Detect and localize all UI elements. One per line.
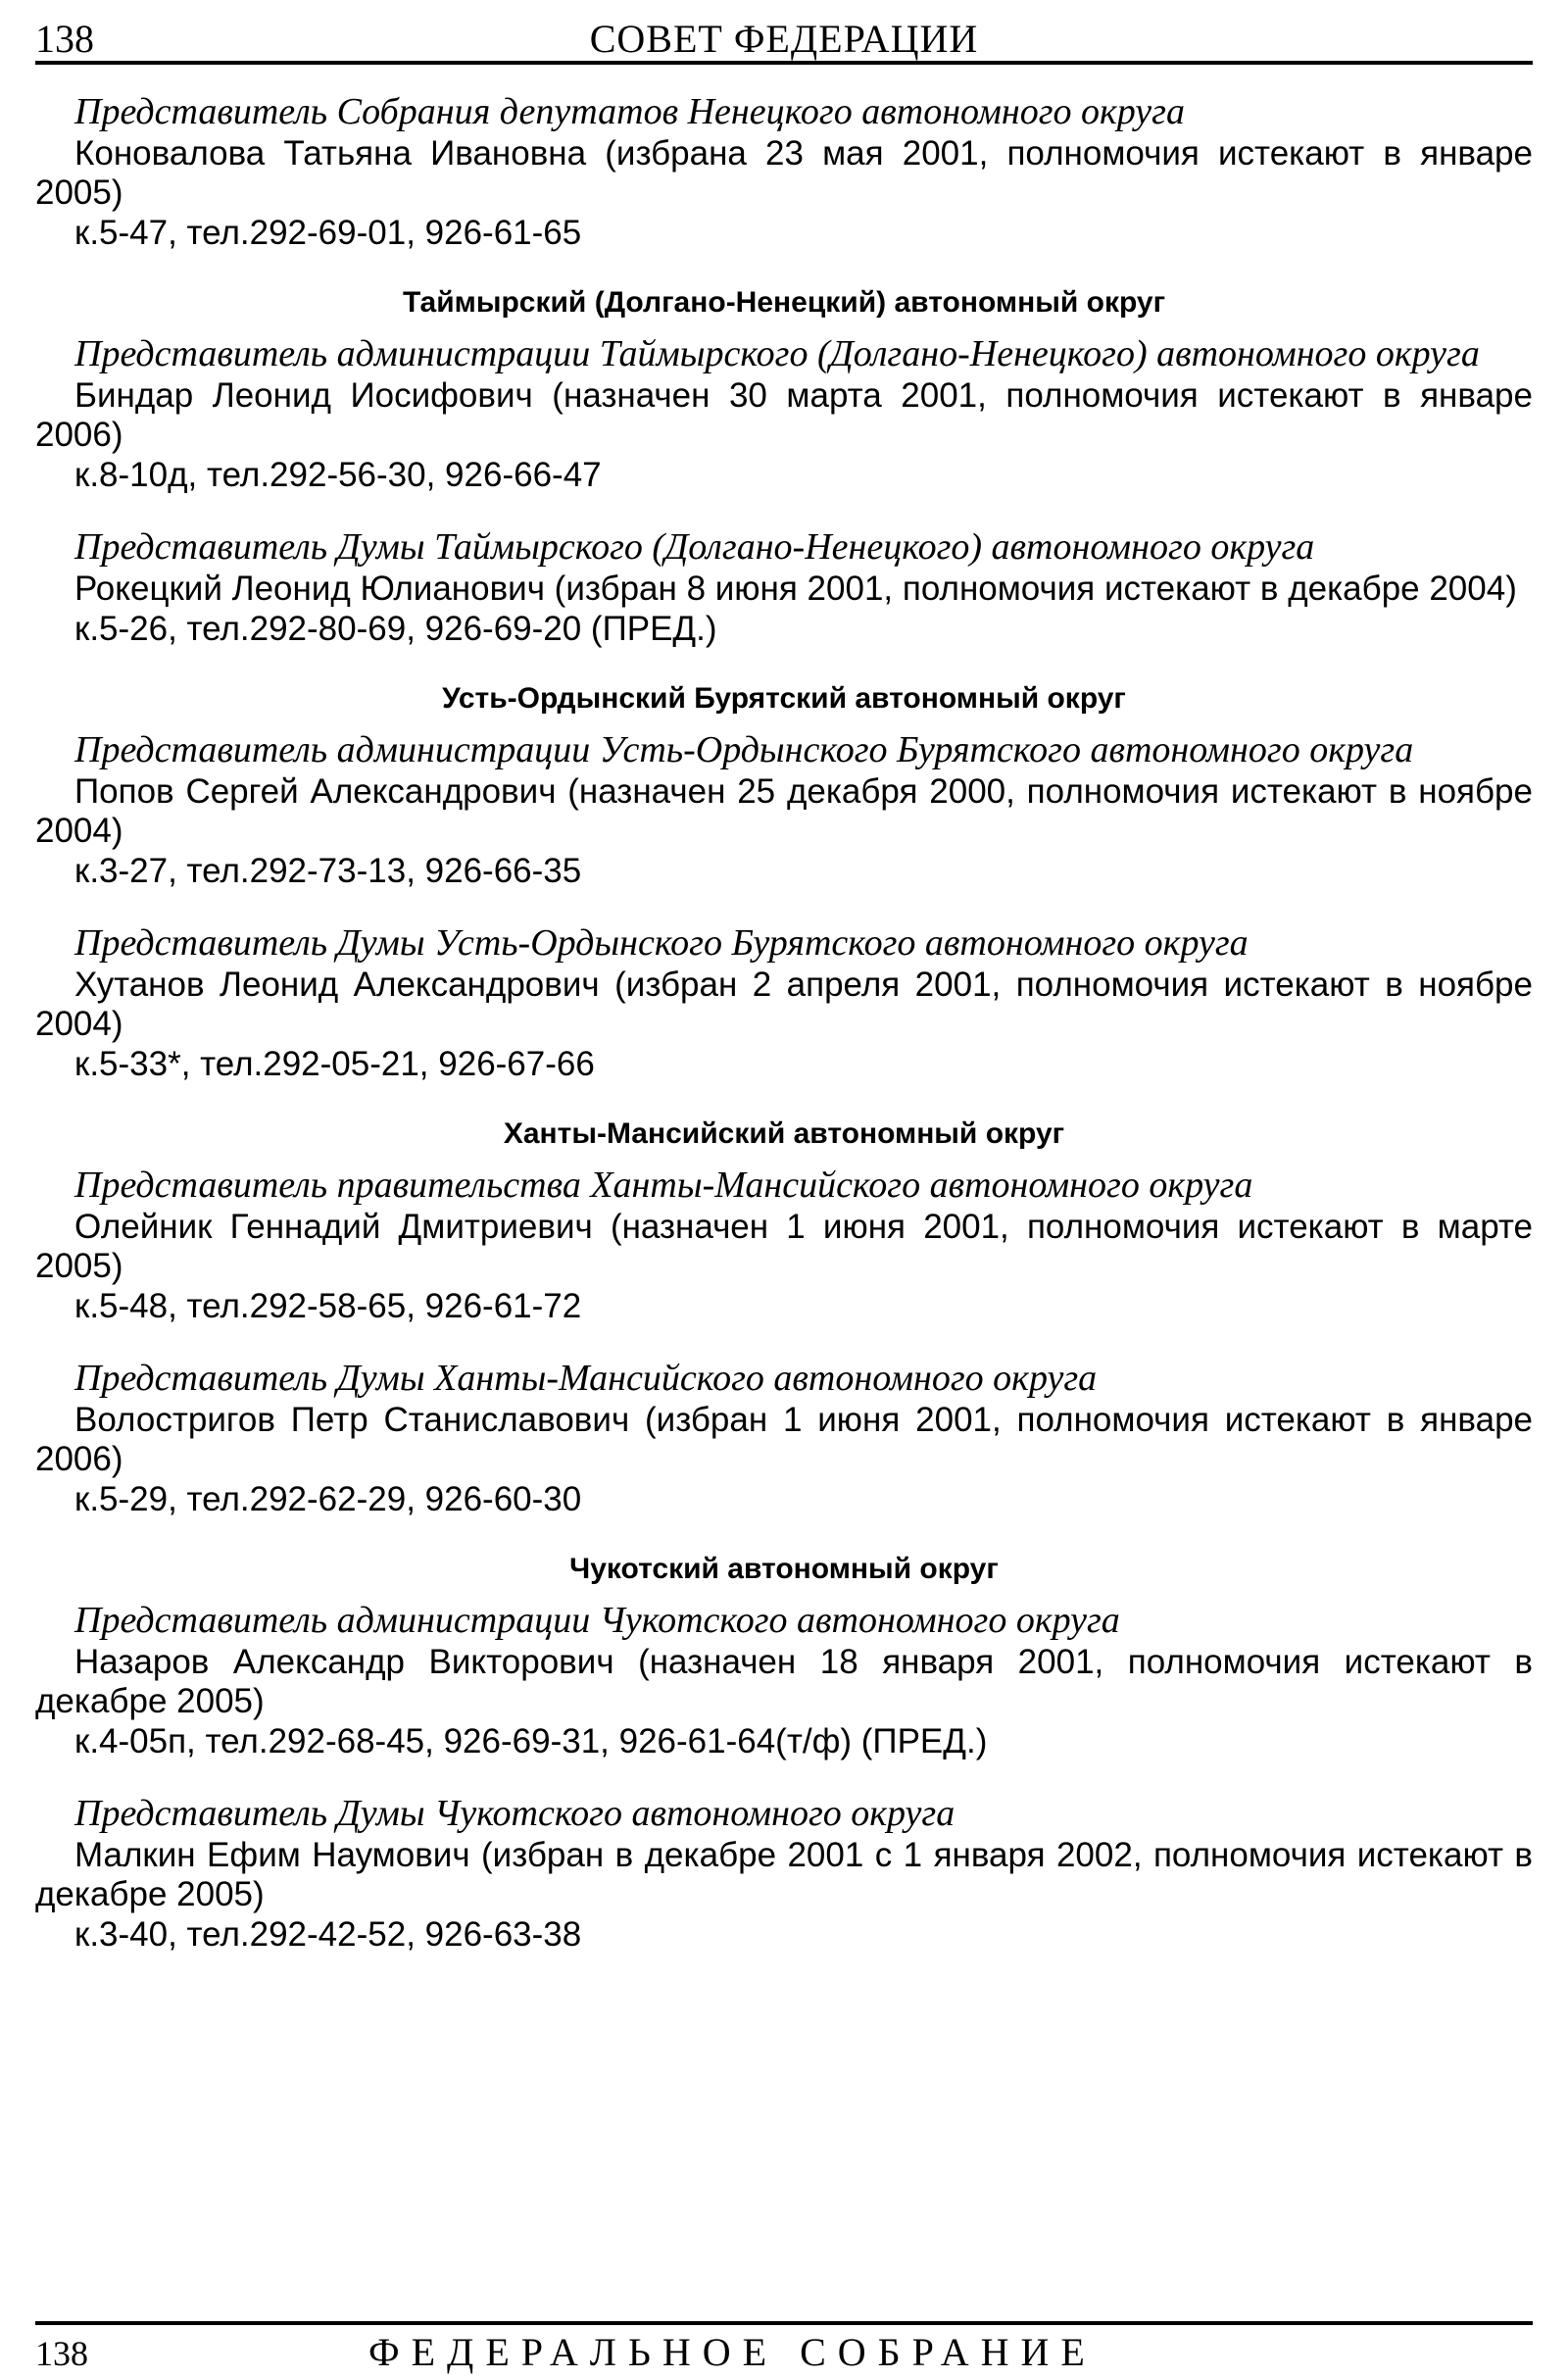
page-header [35, 10, 1533, 65]
contact-info: к.5-48, тел.292-58-65, 926-61-72 [74, 1287, 582, 1325]
representative-name: Коновалова Татьяна Ивановна (избрана 23 мая 2001, полномочия истекают в январе 2005) [35, 134, 1533, 212]
representative-name: Назаров Александр Викторович (назначен 18 января 2001, полномочия истекают в декабре 2005) [35, 1643, 1533, 1720]
representative-entry [35, 1599, 1533, 1762]
representative-name: Рокецкий Леонид Юлианович (избран 8 июня 2001, полномочия истекают в декабре 2004) [74, 570, 1517, 608]
running-title: СОВЕТ ФЕДЕРАЦИИ [589, 17, 979, 61]
footer-title: ФЕДЕРАЛЬНОЕ СОБРАНИЕ [368, 2330, 1097, 2374]
representative-entry [35, 1357, 1533, 1520]
representative-name: Олейник Геннадий Дмитриевич (назначен 1 июня 2001, полномочия истекают в марте 2005) [35, 1208, 1533, 1285]
section-heading: Таймырский (Долгано-Ненецкий) автономный округ [402, 286, 1166, 319]
representative-role: Представитель администрации Усть-Ордынского Бурятского автономного округа [74, 729, 1414, 770]
representative-name: Волостригов Петр Станиславович (избран 1 июня 2001, полномочия истекают в январе 2006) [35, 1401, 1533, 1478]
representative-entry [35, 1164, 1533, 1327]
contact-info: к.5-33*, тел.292-05-21, 926-67-66 [74, 1045, 595, 1083]
contact-info: к.5-26, тел.292-80-69, 926-69-20 (ПРЕД.) [74, 610, 717, 648]
contact-info: к.8-10д, тел.292-56-30, 926-66-47 [74, 456, 602, 494]
representative-entry [35, 525, 1533, 650]
contact-info: к.5-47, тел.292-69-01, 926-61-65 [74, 214, 582, 252]
directory-content [35, 90, 1533, 1985]
contact-info: к.3-40, тел.292-42-52, 926-63-38 [74, 1915, 582, 1954]
section-heading: Чукотский автономный округ [569, 1553, 999, 1585]
representative-entry [35, 332, 1533, 496]
representative-role: Представитель администрации Таймырского (Долгано-Ненецкого) автономного округа [74, 333, 1480, 374]
representative-role: Представитель Думы Ханты-Мансийского автономного округа [74, 1358, 1098, 1399]
footer-rule [35, 2321, 1533, 2325]
representative-name: Попов Сергей Александрович (назначен 25 декабря 2000, полномочия истекают в ноябре 2004) [35, 772, 1533, 850]
representative-entry [35, 728, 1533, 892]
representative-name: Хутанов Леонид Александрович (избран 2 апреля 2001, полномочия истекают в ноябре 2004) [35, 966, 1533, 1043]
section-heading: Усть-Ордынский Бурятский автономный округ [442, 682, 1126, 715]
page-footer [35, 2329, 1533, 2378]
footer-page-number: 138 [35, 2334, 88, 2373]
representative-role: Представитель Думы Таймырского (Долгано-Ненецкого) автономного округа [74, 526, 1315, 568]
contact-info: к.3-27, тел.292-73-13, 926-66-35 [74, 852, 582, 890]
representative-role: Представитель правительства Ханты-Мансийского автономного округа [74, 1165, 1253, 1206]
representative-role: Представитель Думы Усть-Ордынского Бурятского автономного округа [74, 922, 1249, 964]
representative-entry [35, 1792, 1533, 1956]
header-rule [35, 61, 1533, 65]
representative-role: Представитель Думы Чукотского автономного округа [74, 1793, 956, 1834]
representative-entry [35, 921, 1533, 1085]
representative-entry [35, 90, 1533, 254]
representative-role: Представитель Собрания депутатов Ненецкого автономного округа [74, 91, 1185, 132]
representative-name: Биндар Леонид Иосифович (назначен 30 марта 2001, полномочия истекают в январе 2006) [35, 376, 1533, 454]
contact-info: к.4-05п, тел.292-68-45, 926-69-31, 926-61-64(т/ф) (ПРЕД.) [74, 1722, 988, 1760]
section-heading: Ханты-Мансийский автономный округ [503, 1117, 1065, 1150]
page-number: 138 [35, 17, 94, 61]
representative-role: Представитель администрации Чукотского автономного округа [74, 1600, 1120, 1641]
representative-name: Малкин Ефим Наумович (избран в декабре 2001 с 1 января 2002, полномочия истекают в декабре 2005) [35, 1836, 1533, 1913]
contact-info: к.5-29, тел.292-62-29, 926-60-30 [74, 1480, 582, 1518]
